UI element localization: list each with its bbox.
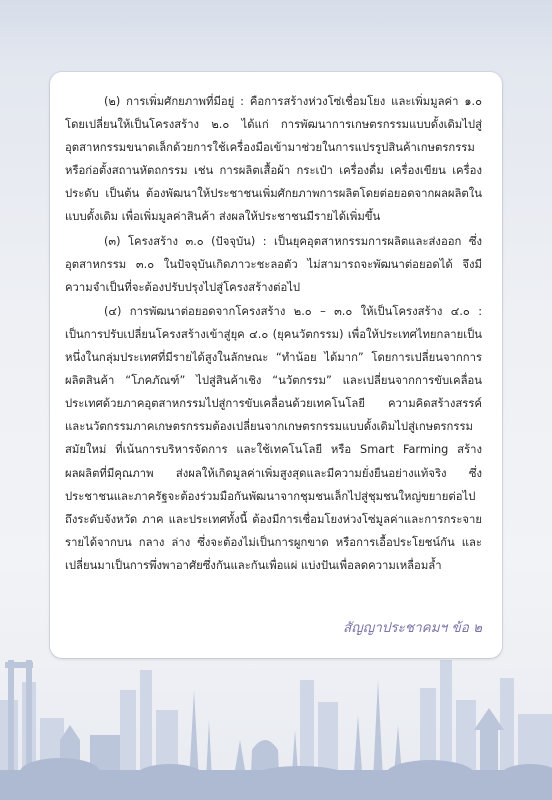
content-card [50, 72, 502, 658]
paragraph-item-4: (๔) การพัฒนาต่อยอดจากโครงสร้าง ๒.๐ – ๓.๐ ให้เป็นโครงสร้าง ๔.๐ : เป็นการปรับเปลี่ยนโครงสร้างเข้าสู่ยุค ๔.๐ (ยุคนวัตกรรม) เพื่อให้ประเทศไทยกลายเป็นหนึ่งในกลุ่มประเทศที่มีรายได้สูงในลักษณะ “ทำน้อย ได้มาก” โดยการเปลี่ยนจากการผลิตสินค้า “โภคภัณฑ์” ไปสู่สินค้าเชิง “นวัตกรรม” และเปลี่ยนจากการขับเคลื่อนประเทศด้วยภาคอุตสาหกรรมไปสู่การขับเคลื่อนด้วยเทคโนโลยี ความคิดสร้างสรรค์ และนวัตกรรมภาคเกษตรกรรมต้องเปลี่ยนจากเกษตรกรรมแบบดั้งเดิมไปสู่เกษตรกรรมสมัยใหม่ ที่เน้นการบริหารจัดการ และใช้เทคโนโลยี หรือ Smart Farming สร้างผลผลิตที่มีคุณภาพ ส่งผลให้เกิดมูลค่าเพิ่มสูงสุดและมีความยั่งยืนอย่างแท้จริง ซึ่งประชาชนและภาครัฐจะต้องร่วมมือกันพัฒนาจากชุมชนเล็กไปสู่ชุมชนใหญ่ขยายต่อไปถึงระดับจังหวัด ภาค และประเทศทั้งนี้ ต้องมีการเชื่อมโยงห่วงโซ่มูลค่าและการกระจายรายได้จากบน กลาง ล่าง ซึ่งจะต้องไม่เป็นการผูกขาด หรือการเอื้อประโยชน์กัน และเปลี่ยนมาเป็นการพึ่งพาอาศัยซึ่งกันและกันเพื่อแผ่ แบ่งปันเพื่อลดความเหลื่อมล้ำ [65, 304, 482, 572]
paragraph-item-2: (๒) การเพิ่มศักยภาพที่มีอยู่ : คือการสร้างห่วงโซ่เชื่อมโยง และเพิ่มมูลค่า ๑.๐ โดยเปลี่ยนให้เป็นโครงสร้าง ๒.๐ ได้แก่ การพัฒนาการเกษตรกรรมแบบดั้งเดิมไปสู่อุตสาหกรรมขนาดเล็กด้วยการใช้เครื่องมือเข้ามาช่วยในการแปรรูปสินค้าเกษตรกรรม หรือก่อตั้งสถานหัตถกรรม เช่น การผลิตเสื้อผ้า กระเป๋า เครื่องดื่ม เครื่องเขียน เครื่องประดับ เป็นต้น ต้องพัฒนาให้ประชาชนเพิ่มศักยภาพการผลิตโดยต่อยอดจากผลผลิตในแบบดั้งเดิม เพื่อเพิ่มมูลค่าสินค้า ส่งผลให้ประชาชนมีรายได้เพิ่มขึ้น [65, 95, 482, 224]
paragraph-item-3: (๓) โครงสร้าง ๓.๐ (ปัจจุบัน) : เป็นยุคอุตสาหกรรมการผลิตและส่งออก ซึ่งอุตสาหกรรม ๓.๐ ในปัจจุบันเกิดภาวะชะลอตัว ไม่สามารถจะพัฒนาต่อยอดได้ จึงมีความจำเป็นที่จะต้องปรับปรุงไปสู่โครงสร้างต่อไป [65, 234, 482, 294]
source-signature: สัญญาประชาคมฯ ข้อ ๒ [343, 620, 482, 636]
